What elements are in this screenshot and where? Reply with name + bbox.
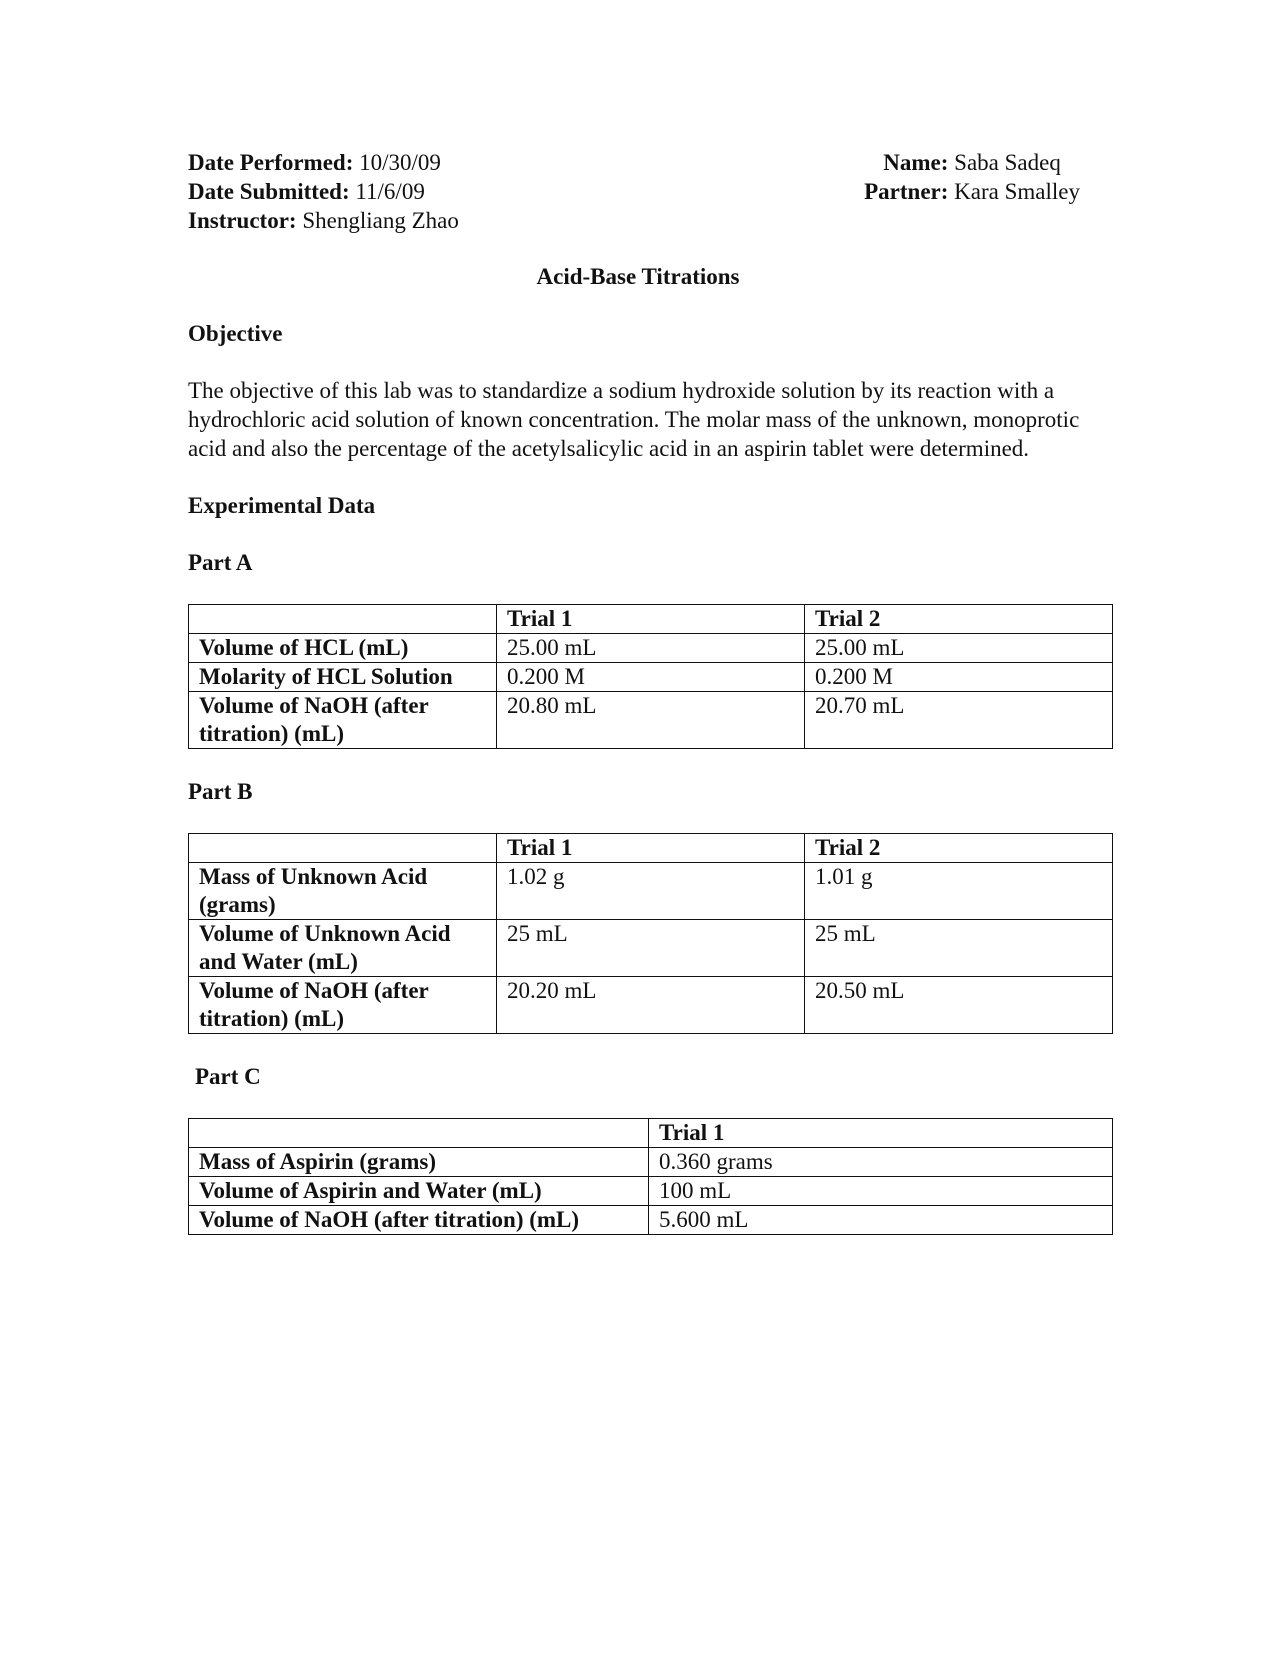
experimental-data-heading: Experimental Data bbox=[188, 493, 376, 518]
partner bbox=[864, 177, 1080, 206]
instructor-label: Instructor: bbox=[188, 208, 297, 233]
part-c-table bbox=[188, 1118, 1113, 1235]
column-header: Trial 2 bbox=[805, 605, 1113, 634]
table-cell: 20.70 mL bbox=[805, 692, 1113, 749]
student-name bbox=[864, 148, 1080, 177]
date-submitted bbox=[188, 177, 459, 206]
table-cell: 25.00 mL bbox=[497, 634, 805, 663]
row-label: Mass of Aspirin (grams) bbox=[189, 1148, 649, 1177]
table-row bbox=[189, 663, 1113, 692]
document-title: Acid-Base Titrations bbox=[536, 264, 740, 289]
instructor bbox=[188, 206, 459, 235]
row-label: Volume of NaOH (after titration) (mL) bbox=[189, 692, 497, 749]
date-submitted-value: 11/6/09 bbox=[355, 179, 425, 204]
objective-heading: Objective bbox=[188, 321, 283, 346]
table-row bbox=[189, 1177, 1113, 1206]
column-header: Trial 1 bbox=[497, 605, 805, 634]
table-header-row bbox=[189, 1119, 1113, 1148]
header-right bbox=[864, 148, 1080, 206]
table-header-row bbox=[189, 834, 1113, 863]
row-label: Volume of NaOH (after titration) (mL) bbox=[189, 1206, 649, 1235]
table-row bbox=[189, 634, 1113, 663]
document-header bbox=[188, 148, 1112, 238]
part-a-heading: Part A bbox=[188, 550, 253, 575]
table-row bbox=[189, 920, 1113, 977]
column-header bbox=[189, 834, 497, 863]
column-header: Trial 2 bbox=[805, 834, 1113, 863]
table-cell: 100 mL bbox=[649, 1177, 1113, 1206]
document-page bbox=[188, 148, 1112, 1235]
table-header-row bbox=[189, 605, 1113, 634]
part-c-heading: Part C bbox=[195, 1064, 261, 1089]
table-row bbox=[189, 863, 1113, 920]
table-cell: 0.360 grams bbox=[649, 1148, 1113, 1177]
table-row bbox=[189, 692, 1113, 749]
column-header bbox=[189, 1119, 649, 1148]
part-a-table bbox=[188, 604, 1113, 749]
table-cell: 0.200 M bbox=[805, 663, 1113, 692]
column-header: Trial 1 bbox=[497, 834, 805, 863]
date-performed bbox=[188, 148, 459, 177]
date-performed-label: Date Performed: bbox=[188, 150, 354, 175]
row-label: Molarity of HCL Solution bbox=[189, 663, 497, 692]
name-label: Name: bbox=[883, 150, 949, 175]
part-b-table bbox=[188, 833, 1113, 1034]
date-performed-value: 10/30/09 bbox=[359, 150, 441, 175]
table-cell: 20.20 mL bbox=[497, 977, 805, 1034]
instructor-value: Shengliang Zhao bbox=[302, 208, 459, 233]
table-cell: 25 mL bbox=[805, 920, 1113, 977]
header-left bbox=[188, 148, 459, 235]
table-cell: 0.200 M bbox=[497, 663, 805, 692]
table-cell: 25.00 mL bbox=[805, 634, 1113, 663]
partner-label: Partner: bbox=[864, 179, 949, 204]
objective-text: The objective of this lab was to standardize a sodium hydroxide solution by its reaction with a hydrochloric acid solution of known concentration. The molar mass of the unknown, monoprotic acid and also the percentage of the acetylsalicylic acid in an aspirin tablet were determined. bbox=[188, 378, 1080, 461]
column-header bbox=[189, 605, 497, 634]
column-header: Trial 1 bbox=[649, 1119, 1113, 1148]
table-row bbox=[189, 1148, 1113, 1177]
row-label: Volume of NaOH (after titration) (mL) bbox=[189, 977, 497, 1034]
table-cell: 20.50 mL bbox=[805, 977, 1113, 1034]
row-label: Volume of HCL (mL) bbox=[189, 634, 497, 663]
table-cell: 5.600 mL bbox=[649, 1206, 1113, 1235]
table-cell: 20.80 mL bbox=[497, 692, 805, 749]
date-submitted-label: Date Submitted: bbox=[188, 179, 350, 204]
table-row bbox=[189, 1206, 1113, 1235]
row-label: Volume of Unknown Acid and Water (mL) bbox=[189, 920, 497, 977]
name-value: Saba Sadeq bbox=[954, 150, 1061, 175]
table-cell: 1.02 g bbox=[497, 863, 805, 920]
table-cell: 25 mL bbox=[497, 920, 805, 977]
table-row bbox=[189, 977, 1113, 1034]
part-b-heading: Part B bbox=[188, 779, 253, 804]
row-label: Volume of Aspirin and Water (mL) bbox=[189, 1177, 649, 1206]
partner-value: Kara Smalley bbox=[954, 179, 1080, 204]
table-cell: 1.01 g bbox=[805, 863, 1113, 920]
row-label: Mass of Unknown Acid (grams) bbox=[189, 863, 497, 920]
